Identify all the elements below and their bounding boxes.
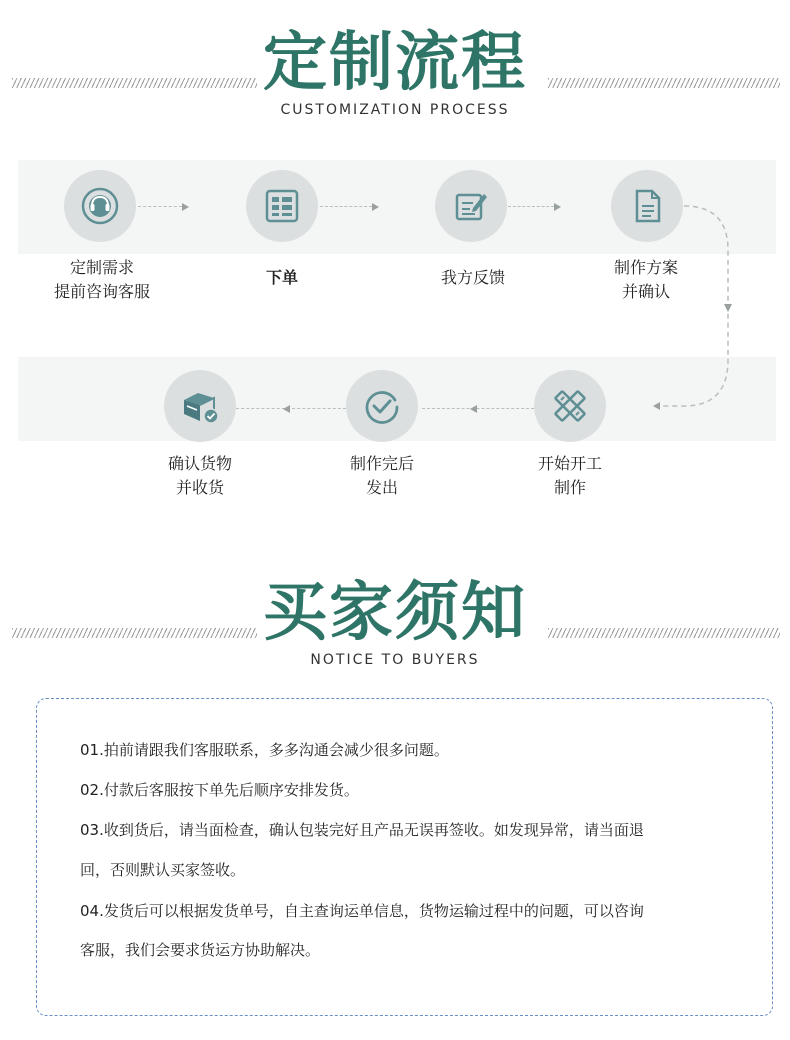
arrow-6-7 [283,405,290,413]
step-3-circle [435,170,507,242]
step-6-label: 制作完后 发出 [349,454,414,497]
process-subtitle: CUSTOMIZATION PROCESS [280,102,510,118]
notice-line-2: 02.付款后客服按下单先后顺序安排发货。 [80,781,359,799]
arrow-5-6 [470,405,477,413]
notice-title: 买家须知 [263,576,527,650]
step-3-label: 我方反馈 [440,268,505,287]
notice-subtitle: NOTICE TO BUYERS [310,652,480,668]
notice-line-1: 01.拍前请跟我们客服联系，多多沟通会减少很多问题。 [80,741,449,759]
notice-line-4: 回，否则默认买家签收。 [80,861,246,879]
connector-3-4 [508,206,554,207]
step-2-label: 下单 [265,268,298,287]
connector-6-7 [236,408,346,409]
step-4-circle [611,170,683,242]
step-7-label: 确认货物 并收货 [167,454,232,497]
connector-1-2 [138,206,182,207]
document-icon [627,186,667,226]
ruler-pencil-icon [548,384,592,428]
feedback-edit-icon [451,186,491,226]
connector-2-3 [320,206,372,207]
order-list-icon [262,186,302,226]
arrow-3-4 [554,203,561,211]
arrow-2-3 [372,203,379,211]
connector-5-6 [422,408,534,409]
step-5-label: 开始开工 制作 [537,454,602,497]
notice-line-5: 04.发货后可以根据发货单号，自主查询运单信息，货物运输过程中的问题，可以咨询 [80,902,644,920]
step-5-circle [534,370,606,442]
step-2-circle [246,170,318,242]
notice-line-6: 客服，我们会要求货运方协助解决。 [80,941,321,959]
arrow-1-2 [182,203,189,211]
step-7-circle [164,370,236,442]
headset-icon [78,184,122,228]
package-check-icon [178,384,222,428]
step-4-label: 制作方案 并确认 [613,258,678,301]
process-title: 定制流程 [263,26,527,100]
step-6-circle [346,370,418,442]
step-1-label: 定制需求 提前咨询客服 [53,258,150,301]
check-circle-icon [362,386,402,426]
step-1-circle [64,170,136,242]
notice-line-3: 03.收到货后，请当面检查，确认包装完好且产品无误再签收。如发现异常，请当面退 [80,821,644,839]
